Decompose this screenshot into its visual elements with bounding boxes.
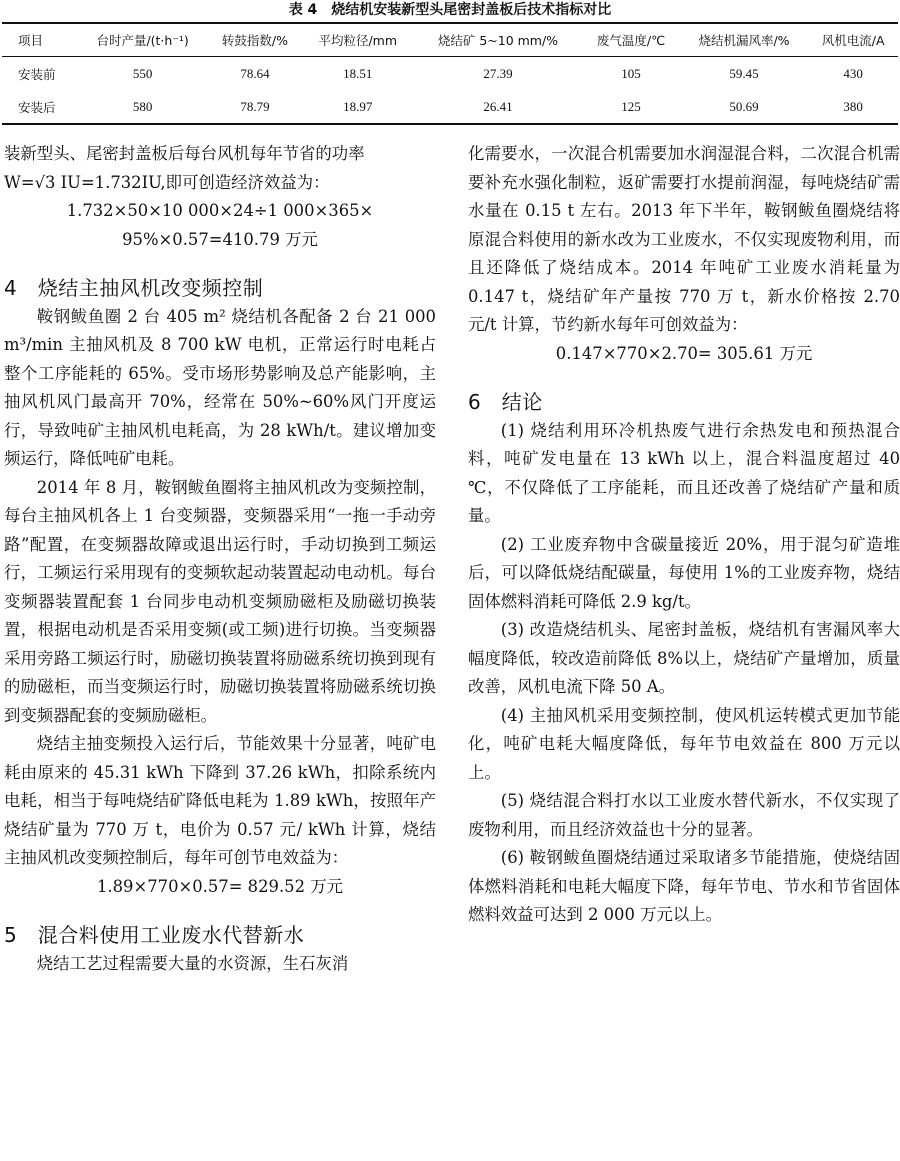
paragraph: W=√3 IU=1.732IU,即可创造经济效益为： — [4, 172, 330, 192]
paragraph: 烧结工艺过程需要大量的水资源，生石灰消 — [36, 953, 349, 973]
table-cell: 59.45 — [729, 65, 759, 81]
table-cell: 380 — [808, 90, 898, 124]
table-cell: 550 — [132, 65, 153, 81]
table-header-cell: 平均粒径/mm — [302, 23, 413, 57]
table-header-cell: 烧结机漏风率/% — [680, 23, 809, 57]
conclusion-item: (6) 鞍钢鲅鱼圈烧结通过采取诸多节能措施，使烧结固体燃料消耗和电耗大幅度下降，每年节电、节水和节省固体燃料效益可达到 2 000 万元以上。 — [468, 848, 900, 924]
right-column — [468, 140, 900, 930]
conclusion-item: (2) 工业废弃物中含碳量接近 20%，用于混匀矿造堆后，可以降低烧结配碳量，每使用 1%的工业废弃物，烧结固体燃料消耗可降低 2.9 kg/t。 — [468, 534, 900, 611]
section-heading: 6 结论 — [468, 390, 543, 414]
paragraph: 2014 年 8 月，鞍钢鲅鱼圈将主抽风机改为变频控制，每台主抽风机各上 1 台变频器，变频器采用“一拖一手动旁路”配置，在变频器故障或退出运行时，手动切换到工频运行，工频运行采用现有的变频软起动装置起动电动机。每台变频器装置配套 1 台同步电动机变频励磁柜及励磁切换装置，根据电动机是否采用变频(或工频)进行切换。当变频器采用旁路工频运行时，励磁切换装置将励磁系统切换到现有的励磁柜，而当变频运行时，励磁切换装置将励磁系统切换到变频器配套的变频励磁柜。 — [4, 477, 436, 725]
table-cell: 50.69 — [680, 90, 809, 124]
paragraph: 鞍钢鲅鱼圈 2 台 405 m² 烧结机各配备 2 台 21 000 m³/min 主抽风机及 8 700 kW 电机，正常运行时电耗占整个工序能耗的 65%。受市场形势影响及总产能影响，主抽风机风门最高开 70%，经常在 50%~60%风门开度运行，导致吨矿主抽风机电耗高，为 28 kWh/t。建议增加变频运行，降低吨矿电耗。 — [4, 306, 436, 468]
formula: 95%×0.57=410.79 万元 — [122, 229, 318, 249]
formula: 1.89×770×0.57= 829.52 万元 — [96, 876, 344, 896]
table-cell: 78.79 — [208, 90, 302, 124]
indicator-table — [2, 22, 898, 125]
table-cell: 安装前 — [18, 66, 56, 82]
section-heading: 5 混合料使用工业废水代替新水 — [4, 923, 305, 947]
paragraph: 装新型头、尾密封盖板后每台风机每年节省的功率 — [4, 144, 365, 163]
left-column — [4, 140, 436, 978]
table-header-row — [2, 23, 898, 57]
table-cell: 27.39 — [483, 65, 513, 81]
paragraph: 烧结主抽变频投入运行后，节能效果十分显著，吨矿电耗由原来的 45.31 kWh 下降到 37.26 kWh，扣除系统内电耗，相当于每吨烧结矿降低电耗为 1.89 kWh，按照年产烧结矿量为 770 万 t，电价为 0.57 元/ kWh 计算，烧结主抽风机改变频控制后，每年可创节电效益为： — [4, 734, 436, 867]
table-cell: 18.97 — [302, 90, 413, 124]
table-caption: 表 4 烧结机安装新型头尾密封盖板后技术指标对比 — [288, 2, 612, 18]
conclusion-item: (5) 烧结混合料打水以工业废水替代新水，不仅实现了废物利用，而且经济效益也十分的显著。 — [468, 791, 900, 839]
table-header-cell: 转鼓指数/% — [208, 23, 302, 57]
table-row — [2, 90, 898, 124]
table-cell: 18.51 — [343, 65, 373, 81]
conclusion-item: (3) 改造烧结机头、尾密封盖板，烧结机有害漏风率大幅度降低，较改造前降低 8%以上，烧结矿产量增加，质量改善，风机电流下降 50 A。 — [468, 620, 900, 696]
table-header-cell: 台时产量/(t·h⁻¹) — [77, 23, 208, 57]
table-cell: 105 — [621, 65, 641, 81]
formula: 0.147×770×2.70= 305.61 万元 — [555, 343, 813, 363]
formula: 1.732×50×10 000×24÷1 000×365× — [66, 201, 374, 220]
table-header-cell: 废气温度/℃ — [582, 23, 679, 57]
table-cell: 78.64 — [240, 65, 270, 81]
table-header-cell: 烧结矿 5~10 mm/% — [413, 23, 582, 57]
table-cell: 430 — [843, 65, 863, 81]
table-cell: 580 — [77, 90, 208, 124]
table-header-cell: 项目 — [2, 23, 77, 57]
table-cell: 125 — [582, 90, 679, 124]
table-cell: 安装后 — [2, 90, 77, 124]
table-row — [2, 57, 898, 91]
table-cell: 26.41 — [413, 90, 582, 124]
conclusion-item: (4) 主抽风机采用变频控制，使风机运转模式更加节能化，吨矿电耗大幅度降低，每年节电效益在 800 万元以上。 — [468, 705, 900, 782]
section-heading: 4 烧结主抽风机改变频控制 — [4, 276, 264, 300]
conclusion-item: (1) 烧结利用环冷机热废气进行余热发电和预热混合料，吨矿发电量在 13 kWh 以上，混合料温度超过 40 ℃，不仅降低了工序能耗，而且还改善了烧结矿产量和质量。 — [468, 420, 900, 525]
paragraph: 化需要水，一次混合机需要加水润湿混合料，二次混合机需要补充水强化制粒，返矿需要打水提前润湿，每吨烧结矿需水量在 0.15 t 左右。2013 年下半年，鞍钢鲅鱼圈烧结将原混合料使用的新水改为工业废水，不仅实现废物利用，而且还降低了烧结成本。2014 年吨矿工业废水消耗量为 0.147 t，烧结矿年产量按 770 万 t，新水价格按 2.70 元/t 计算，节约新水每年可创效益为： — [468, 144, 900, 334]
table-header-cell: 风机电流/A — [808, 23, 898, 57]
